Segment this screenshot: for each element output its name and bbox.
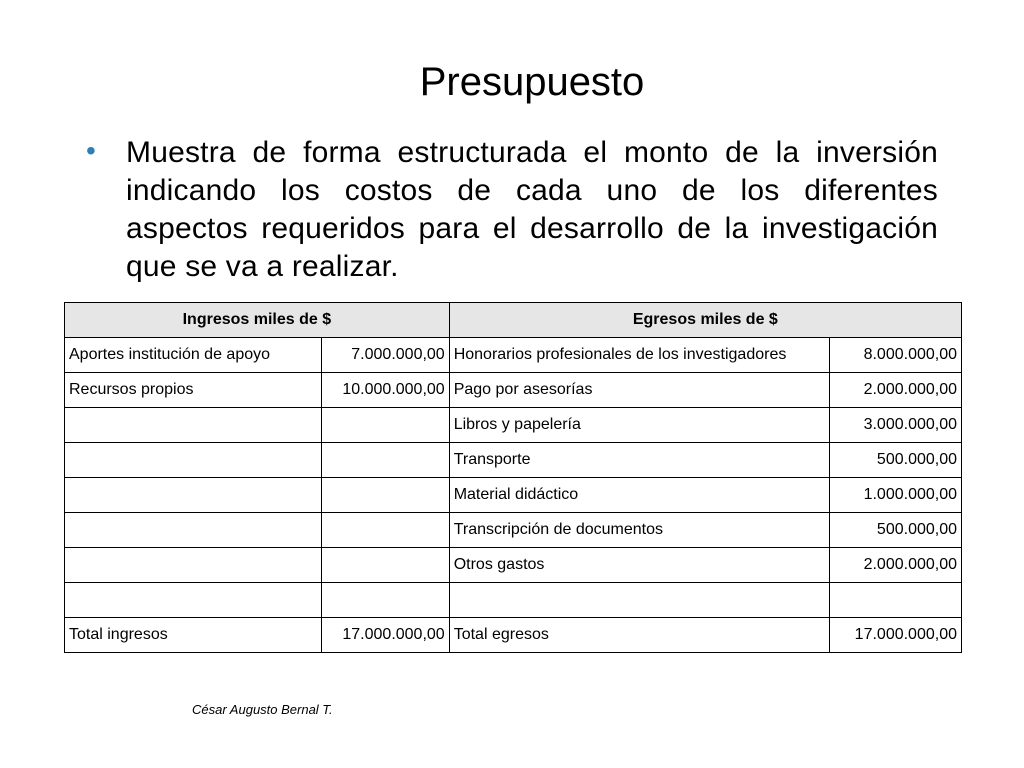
egreso-valor-cell: 2.000.000,00: [830, 548, 962, 583]
egreso-valor-cell: 8.000.000,00: [830, 338, 962, 373]
table-row: [65, 478, 962, 513]
table-row: [65, 548, 962, 583]
ingreso-concepto-cell: [65, 478, 322, 513]
ingreso-concepto-cell: Total ingresos: [65, 618, 322, 653]
egreso-valor-cell: 2.000.000,00: [830, 373, 962, 408]
ingreso-valor-cell: [322, 408, 450, 443]
table-row: [65, 338, 962, 373]
egreso-concepto-cell: Transcripción de documentos: [449, 513, 830, 548]
table-header-row: [65, 303, 962, 338]
egreso-concepto-cell: Otros gastos: [449, 548, 830, 583]
egreso-valor-cell: 500.000,00: [830, 443, 962, 478]
egreso-concepto-cell: Total egresos: [449, 618, 830, 653]
header-egresos: Egresos miles de $: [449, 303, 961, 338]
slide-title: Presupuesto: [419, 60, 645, 104]
egreso-concepto-cell: Transporte: [449, 443, 830, 478]
egreso-valor-cell: 17.000.000,00: [830, 618, 962, 653]
egreso-valor-cell: [830, 583, 962, 618]
ingreso-concepto-cell: Aportes institución de apoyo: [65, 338, 322, 373]
egreso-valor-cell: 3.000.000,00: [830, 408, 962, 443]
egreso-concepto-cell: Honorarios profesionales de los investigadores: [449, 338, 830, 373]
egreso-concepto-cell: Pago por asesorías: [449, 373, 830, 408]
egreso-valor-cell: 500.000,00: [830, 513, 962, 548]
table-row: [65, 583, 962, 618]
ingreso-valor-cell: [322, 583, 450, 618]
ingreso-concepto-cell: [65, 443, 322, 478]
egreso-concepto-cell: Material didáctico: [449, 478, 830, 513]
ingreso-valor-cell: 17.000.000,00: [322, 618, 450, 653]
ingreso-concepto-cell: [65, 408, 322, 443]
author-credit: César Augusto Bernal T.: [192, 702, 333, 717]
ingreso-valor-cell: 7.000.000,00: [322, 338, 450, 373]
ingreso-valor-cell: 10.000.000,00: [322, 373, 450, 408]
ingreso-valor-cell: [322, 548, 450, 583]
bullet-dot-icon: •: [86, 135, 96, 166]
ingreso-concepto-cell: Recursos propios: [65, 373, 322, 408]
egreso-concepto-cell: [449, 583, 830, 618]
table-row: [65, 618, 962, 653]
egreso-valor-cell: 1.000.000,00: [830, 478, 962, 513]
ingreso-concepto-cell: [65, 513, 322, 548]
ingreso-concepto-cell: [65, 583, 322, 618]
ingreso-valor-cell: [322, 478, 450, 513]
table-row: [65, 513, 962, 548]
table-row: [65, 443, 962, 478]
ingreso-valor-cell: [322, 513, 450, 548]
header-ingresos: Ingresos miles de $: [65, 303, 450, 338]
ingreso-concepto-cell: [65, 548, 322, 583]
table-row: [65, 408, 962, 443]
bullet-text: Muestra de forma estructurada el monto de la inversión indicando los costos de cada uno de los diferentes aspectos requeridos para el desarrollo de la investigación que se va a realizar.: [126, 136, 938, 283]
ingreso-valor-cell: [322, 443, 450, 478]
table-body: [65, 338, 962, 653]
table-row: [65, 373, 962, 408]
budget-table: [64, 302, 962, 653]
egreso-concepto-cell: Libros y papelería: [449, 408, 830, 443]
